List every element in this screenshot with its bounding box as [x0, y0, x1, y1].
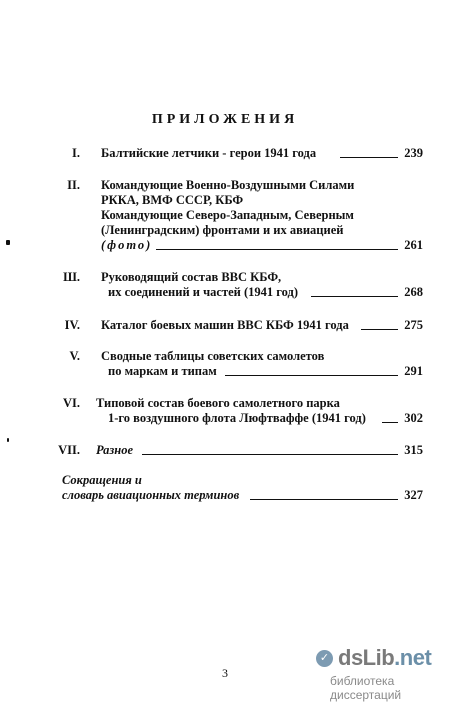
entry-page: 327: [404, 488, 423, 502]
entry-title: словарь авиационных терминов: [62, 488, 240, 502]
entry-title: Сокращения и: [62, 473, 142, 487]
entry-page: 291: [404, 364, 423, 378]
entry-title: Командующие Северо-Западным, Северным: [101, 208, 354, 222]
watermark: [268, 645, 448, 702]
entry-title: Каталог боевых машин ВВС КБФ 1941 года: [101, 318, 349, 332]
entry-title: (Ленинградским) фронтами и их авиацией: [101, 223, 344, 237]
entry-number: V.: [69, 349, 80, 363]
watermark-subtitle: библиотека диссертаций: [330, 674, 402, 702]
entry-title: Командующие Военно-Воздушными Силами: [101, 178, 355, 192]
entry-number: II.: [67, 178, 80, 192]
entry-number: VI.: [62, 396, 80, 410]
scan-speck: [7, 438, 9, 442]
entry-title: Сводные таблицы советских самолетов: [101, 349, 325, 363]
leader-line: [311, 296, 398, 297]
entry-title: по маркам и типам: [108, 364, 217, 378]
scan-speck: [6, 240, 10, 245]
logo-tld: .net: [394, 645, 432, 670]
entry-page: 268: [404, 285, 423, 299]
entry-page: 302: [404, 411, 423, 425]
entry-number: VII.: [58, 443, 80, 457]
leader-line: [250, 499, 398, 500]
entry-title: Разное: [96, 443, 134, 457]
entry-page: 261: [404, 238, 423, 252]
entry-title: Руководящий состав ВВС КБФ,: [101, 270, 282, 284]
entry-title: их соединений и частей (1941 год): [108, 285, 298, 299]
leader-line: [340, 157, 398, 158]
entry-title: Балтийские летчики - герои 1941 года: [101, 146, 317, 160]
entry-title: 1-го воздушного флота Люфтваффе (1941 год): [108, 411, 366, 425]
page-title: ПРИЛОЖЕНИЯ: [151, 112, 299, 127]
leader-line: [142, 454, 398, 455]
entry-page: 275: [404, 318, 423, 332]
entry-title: (фото): [101, 238, 153, 252]
check-badge-icon: ✓: [316, 650, 333, 667]
logo-main: dsLib: [338, 645, 395, 670]
entry-page: 239: [404, 146, 423, 160]
entry-title: Типовой состав боевого самолетного парка: [96, 396, 340, 410]
entry-page: 315: [404, 443, 423, 457]
watermark-logo: [338, 645, 431, 671]
entry-title: РККА, ВМФ СССР, КБФ: [101, 193, 244, 207]
leader-line: [156, 249, 398, 250]
entry-number: Ш.: [63, 270, 80, 284]
entry-number: I.: [72, 146, 80, 160]
entry-number: IV.: [64, 318, 80, 332]
page-number: 3: [222, 666, 228, 680]
leader-line: [225, 375, 398, 376]
